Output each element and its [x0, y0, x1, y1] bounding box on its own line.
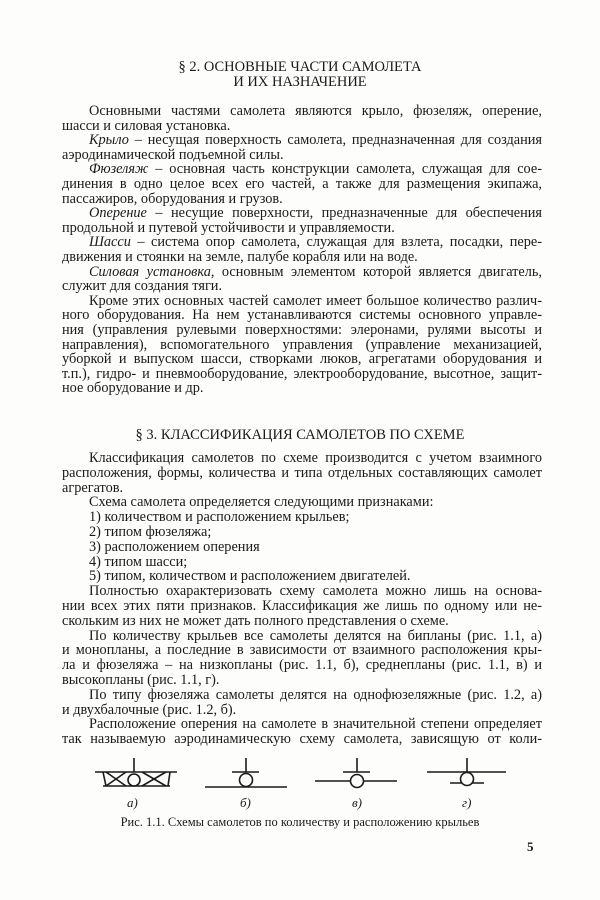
term-italic: Силовая установка	[89, 263, 211, 280]
text-line	[62, 381, 542, 396]
line-text: Кроме этих основных частей самолет имеет большое количество различ-	[89, 292, 542, 309]
figure-wing-schemes	[0, 750, 600, 795]
line-text: расположения, формы, количества и типа отдельных составляющих самолет	[62, 464, 542, 481]
section-2-title-line-2: И ИХ НАЗНАЧЕНИЕ	[233, 74, 367, 90]
line-text: 4) типом шасси;	[89, 553, 188, 570]
line-text: аэродинамической подъемной силы.	[62, 146, 284, 163]
text-line	[89, 540, 542, 555]
text-line	[89, 495, 542, 510]
text-line	[89, 688, 542, 703]
section-3-title: § 3. КЛАССИФИКАЦИЯ САМОЛЕТОВ ПО СХЕМЕ	[135, 427, 465, 443]
line-text: , основным элементом которой является двигатель,	[210, 263, 543, 280]
line-text: – несущие поверхности, предназначенные для обеспечения	[146, 205, 542, 222]
line-text: служит для создания тяги.	[62, 278, 223, 295]
line-text: скольким из них не может дать полного представления о схеме.	[62, 612, 449, 629]
text-line	[62, 643, 542, 658]
line-text: Основными частями самолета являются крыло, фюзеляж, оперение,	[89, 103, 542, 119]
line-text: Схема самолета определяется следующими признаками:	[89, 494, 434, 511]
line-text: пассажиров, оборудования и грузов.	[62, 190, 283, 207]
line-text: динения в одно целое всех его частей, а также для размещения экипажа,	[62, 176, 542, 192]
line-text: 5) типом, количеством и расположением двигателей.	[89, 568, 411, 585]
figure-label-a: а)	[127, 795, 138, 810]
scheme-low-wing	[205, 758, 287, 787]
line-text: ное оборудование и др.	[62, 380, 204, 397]
line-text: Расположение оперения на самолете в значительной степени определяет	[89, 716, 542, 733]
line-text: Классификация самолетов по схеме производится с учетом взаимного	[89, 450, 542, 466]
line-text: шасси и силовая установка.	[62, 117, 231, 134]
line-text: направления), вспомогательного управления (управление механизацией,	[62, 336, 542, 353]
line-text: ного оборудования. На нем устанавливаются системы основного управле-	[62, 307, 542, 324]
line-text: ния (управления рулевыми поверхностями: элеронами, рулями высоты и	[62, 322, 542, 338]
line-text: 2) типом фюзеляжа;	[89, 524, 212, 540]
line-text: ла и фюзеляжа – на низкопланы (рис. 1.1, б), среднепланы (рис. 1.1, в) и	[62, 657, 542, 674]
line-text: высокопланы (рис. 1.1, г).	[62, 672, 220, 688]
text-line	[89, 525, 542, 540]
text-line	[89, 510, 542, 525]
term-italic: Оперение	[89, 205, 147, 222]
section-2-title-line-1: § 2. ОСНОВНЫЕ ЧАСТИ САМОЛЕТА	[178, 59, 422, 75]
text-line	[62, 703, 542, 718]
text-line	[89, 555, 542, 570]
line-text: продольной и путевой устойчивости и управляемости.	[62, 219, 395, 236]
line-text: и двухбалочные (рис. 1.2, б).	[62, 701, 237, 718]
text-line	[62, 466, 542, 481]
line-text: движения и стоянки на земле, палубе корабля или на воде.	[62, 249, 418, 265]
line-text: – несущая поверхность самолета, предназначенная для создания	[128, 132, 542, 149]
line-text: – система опор самолета, служащая для взлета, посадки, пере-	[130, 234, 542, 251]
figure-label-b: б)	[240, 795, 251, 810]
line-text: так называемую аэродинамическую схему самолета, зависящую от коли-	[62, 731, 542, 748]
text-line	[89, 569, 542, 584]
text-line	[89, 584, 542, 599]
line-text: – основная часть конструкции самолета, служащая для сое-	[148, 161, 542, 178]
text-line	[62, 732, 542, 747]
figure-label-g: г)	[462, 795, 472, 810]
line-text: и монопланы, а последние в зависимости от взаимного расположения кры-	[62, 642, 542, 659]
scheme-high-wing	[427, 758, 506, 786]
text-line	[62, 658, 542, 673]
figure-caption: Рис. 1.1. Схемы самолетов по количеству и расположению крыльев	[120, 815, 480, 829]
text-line	[62, 481, 542, 496]
figure-label-v: в)	[352, 795, 362, 810]
text-line	[89, 717, 542, 732]
line-text: уборкой и выпуском шасси, створками люков, агрегатами оборудования и	[62, 351, 542, 368]
scheme-mid-wing	[315, 758, 397, 788]
text-line	[62, 614, 542, 629]
line-text: Полностью охарактеризовать схему самолета можно лишь на основа-	[89, 583, 542, 600]
line-text: нии всех этих пяти признаков. Классификация же лишь по одному или не-	[62, 598, 542, 614]
line-text: 1) количеством и расположением крыльев;	[89, 509, 350, 526]
text-line	[89, 629, 542, 644]
term-italic: Крыло	[89, 132, 129, 149]
term-italic: Шасси	[89, 234, 131, 251]
text-line	[62, 599, 542, 614]
line-text: 3) расположением оперения	[89, 538, 260, 555]
line-text: т.п.), гидро- и пневмооборудование, электрооборудование, высотное, защит-	[62, 365, 542, 382]
line-text: По типу фюзеляжа самолеты делятся на однофюзеляжные (рис. 1.2, а)	[89, 686, 542, 703]
term-italic: Фюзеляж	[89, 161, 149, 178]
page-number: 5	[527, 839, 534, 854]
line-text: агрегатов.	[62, 479, 124, 496]
line-text: По количеству крыльев все самолеты делятся на бипланы (рис. 1.1, а)	[89, 627, 542, 644]
scheme-biplane	[95, 758, 177, 786]
text-line	[62, 673, 542, 688]
text-line	[89, 451, 542, 466]
